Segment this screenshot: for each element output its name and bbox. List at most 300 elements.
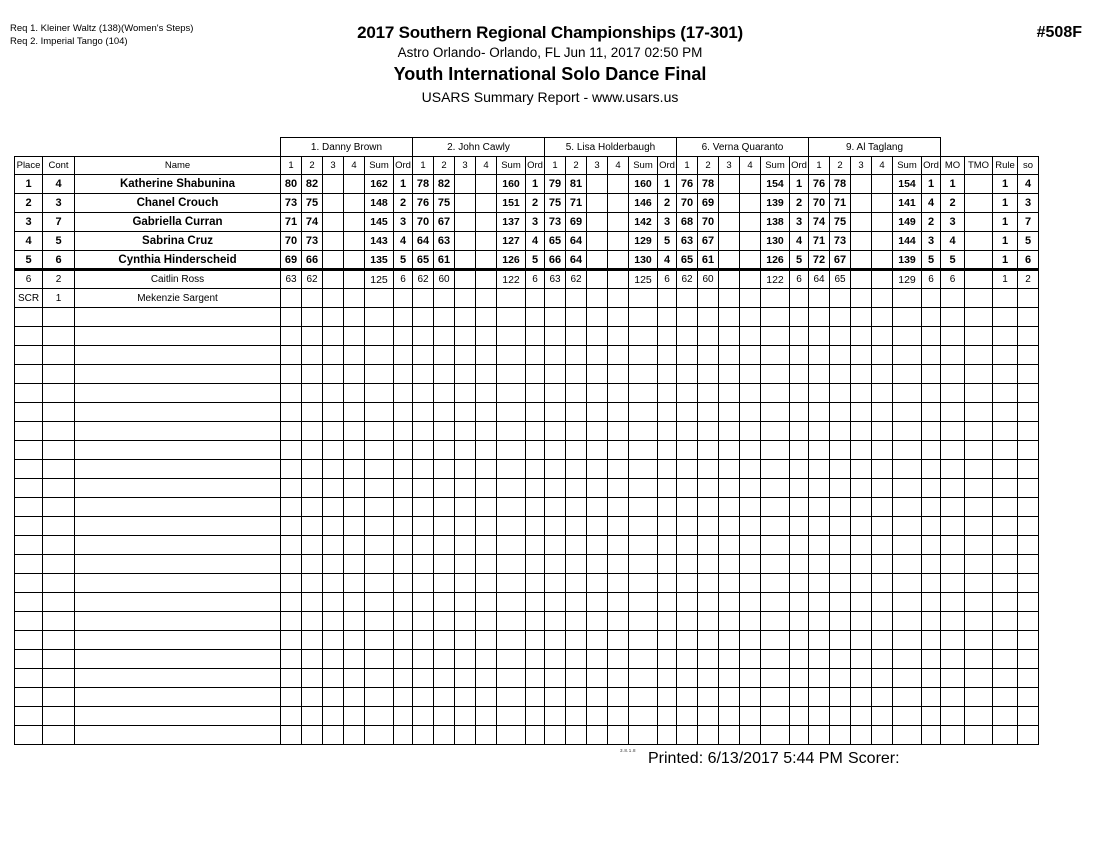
row-j3-sum [629,308,658,327]
row-cont [43,327,75,346]
table-row[interactable] [15,251,1039,270]
row-place: 2 [15,194,43,213]
row-j4-ord [790,517,809,536]
row-j2-ord [526,289,545,308]
row-j1-score-3 [323,308,344,327]
table-row-blank[interactable] [15,327,1039,346]
row-j5-score-2 [830,327,851,346]
row-j2-ord: 4 [526,232,545,251]
row-mo [941,498,965,517]
row-j4-score-4 [740,270,761,289]
row-j4-score-4 [740,308,761,327]
row-j2-score-4 [476,384,497,403]
row-j4-ord [790,631,809,650]
row-j4-score-4 [740,346,761,365]
row-place: 3 [15,213,43,232]
row-j2-score-1: 65 [413,251,434,270]
row-j5-ord [922,669,941,688]
row-j2-score-4 [476,251,497,270]
row-j5-score-2 [830,612,851,631]
row-j4-score-4 [740,536,761,555]
row-j1-score-4 [344,669,365,688]
row-j3-score-3 [587,593,608,612]
row-j4-score-1 [677,460,698,479]
table-row-blank[interactable] [15,384,1039,403]
row-j4-sum: 154 [761,175,790,194]
row-j4-score-2: 60 [698,270,719,289]
table-row-blank[interactable] [15,726,1039,745]
row-j2-score-4 [476,422,497,441]
row-so [1018,707,1039,726]
row-tmo [965,365,993,384]
row-j2-score-3 [455,327,476,346]
row-tmo [965,213,993,232]
row-j2-score-2 [434,612,455,631]
table-row-blank[interactable] [15,498,1039,517]
row-j3-score-4 [608,555,629,574]
row-place [15,612,43,631]
row-j3-score-2: 64 [566,251,587,270]
row-j3-score-3 [587,517,608,536]
column-header-j3-score-1: 1 [545,157,566,175]
row-mo [941,422,965,441]
column-header-j3-score-2: 2 [566,157,587,175]
row-j2-ord [526,574,545,593]
row-j1-sum [365,631,394,650]
row-j1-score-3 [323,593,344,612]
row-j1-ord [394,669,413,688]
row-j2-score-1 [413,555,434,574]
table-row-blank[interactable] [15,612,1039,631]
table-row[interactable] [15,175,1039,194]
row-j2-score-3 [455,612,476,631]
row-j3-score-4 [608,631,629,650]
row-j1-ord: 2 [394,194,413,213]
table-row[interactable] [15,289,1039,308]
row-j3-sum [629,403,658,422]
table-row[interactable] [15,232,1039,251]
row-j2-sum [497,422,526,441]
row-j5-score-4 [872,289,893,308]
row-j5-score-3 [851,403,872,422]
row-j3-score-3 [587,669,608,688]
row-j4-sum [761,384,790,403]
row-j1-score-4 [344,631,365,650]
row-mo [941,593,965,612]
row-j3-score-4 [608,403,629,422]
row-j5-sum [893,365,922,384]
table-row-blank[interactable] [15,308,1039,327]
row-j2-sum: 127 [497,232,526,251]
row-j5-score-1 [809,460,830,479]
row-place [15,726,43,745]
row-j2-score-2 [434,669,455,688]
table-row-blank[interactable] [15,555,1039,574]
row-j3-score-2 [566,308,587,327]
row-j5-score-2 [830,726,851,745]
row-rule [993,612,1018,631]
row-tmo [965,422,993,441]
row-j2-sum: 137 [497,213,526,232]
row-j2-sum [497,498,526,517]
row-j4-score-3 [719,593,740,612]
row-j2-score-1 [413,384,434,403]
row-j1-score-2 [302,365,323,384]
row-j4-score-3 [719,688,740,707]
row-j3-ord [658,441,677,460]
row-j4-ord [790,555,809,574]
row-j2-score-4 [476,308,497,327]
row-j3-ord: 4 [658,251,677,270]
row-j1-sum: 145 [365,213,394,232]
row-j4-sum [761,574,790,593]
row-j1-ord [394,460,413,479]
row-j4-score-1 [677,346,698,365]
row-j2-sum [497,308,526,327]
judge-band-spacer-right-2 [993,138,1018,157]
row-cont: 5 [43,232,75,251]
row-j5-score-1 [809,650,830,669]
row-j3-ord [658,726,677,745]
row-j4-score-3 [719,498,740,517]
row-rule [993,574,1018,593]
row-cont [43,422,75,441]
row-j4-sum: 122 [761,270,790,289]
row-j3-score-3 [587,612,608,631]
row-j4-score-4 [740,650,761,669]
row-j1-sum: 148 [365,194,394,213]
row-mo [941,612,965,631]
row-j4-score-2 [698,669,719,688]
row-j2-score-1 [413,517,434,536]
row-j3-score-2: 71 [566,194,587,213]
row-rule [993,593,1018,612]
row-j4-score-1 [677,688,698,707]
row-j4-score-2 [698,574,719,593]
table-row[interactable] [15,213,1039,232]
row-j1-score-4 [344,194,365,213]
row-cont [43,346,75,365]
row-place [15,517,43,536]
row-j4-score-4 [740,726,761,745]
row-j4-score-2 [698,536,719,555]
row-j2-score-1 [413,631,434,650]
row-rule [993,707,1018,726]
row-j1-score-3 [323,213,344,232]
row-j5-ord [922,346,941,365]
row-j2-score-2 [434,327,455,346]
row-j3-ord [658,688,677,707]
row-j3-score-2 [566,650,587,669]
table-row-blank[interactable] [15,650,1039,669]
row-j1-sum: 135 [365,251,394,270]
row-j5-score-2 [830,498,851,517]
row-j5-score-1 [809,517,830,536]
row-j4-score-3 [719,327,740,346]
row-j3-score-1 [545,631,566,650]
row-j3-score-4 [608,384,629,403]
row-j1-score-2 [302,707,323,726]
table-row-blank[interactable] [15,593,1039,612]
row-j5-sum [893,460,922,479]
row-j4-score-4 [740,707,761,726]
row-j2-score-2 [434,593,455,612]
column-header-j1-score-1: 1 [281,157,302,175]
row-j2-ord [526,327,545,346]
table-row[interactable] [15,194,1039,213]
table-row-blank[interactable] [15,346,1039,365]
row-j5-sum [893,422,922,441]
row-j4-sum: 126 [761,251,790,270]
row-j1-score-1 [281,555,302,574]
row-j2-score-4 [476,403,497,422]
row-j2-score-2 [434,555,455,574]
row-j5-ord [922,612,941,631]
row-j1-score-1: 71 [281,213,302,232]
row-j3-score-4 [608,175,629,194]
row-cont [43,707,75,726]
row-tmo [965,498,993,517]
row-mo [941,536,965,555]
row-j5-sum [893,612,922,631]
row-so: 2 [1018,270,1039,289]
row-j5-ord: 4 [922,194,941,213]
row-j4-ord [790,726,809,745]
row-j4-score-4 [740,593,761,612]
row-j3-ord [658,707,677,726]
row-j5-score-2 [830,460,851,479]
row-j5-score-3 [851,498,872,517]
row-j5-sum [893,479,922,498]
row-j5-score-3 [851,517,872,536]
row-place: SCR [15,289,43,308]
row-j3-score-1 [545,517,566,536]
row-mo [941,688,965,707]
row-j5-score-4 [872,593,893,612]
row-j2-score-1 [413,460,434,479]
row-j3-ord [658,479,677,498]
row-rule: 1 [993,194,1018,213]
row-j1-ord [394,612,413,631]
row-j3-score-1 [545,707,566,726]
table-row-blank[interactable] [15,479,1039,498]
row-j2-score-2: 61 [434,251,455,270]
row-j2-score-4 [476,555,497,574]
row-j2-score-3 [455,593,476,612]
row-j1-score-1 [281,688,302,707]
row-j2-ord: 2 [526,194,545,213]
row-j4-score-3 [719,479,740,498]
row-j4-score-1: 70 [677,194,698,213]
row-j2-score-1: 64 [413,232,434,251]
row-j5-ord [922,650,941,669]
table-row-blank[interactable] [15,441,1039,460]
row-j5-ord [922,460,941,479]
row-name [75,726,281,745]
row-j2-ord [526,726,545,745]
row-j4-score-3 [719,346,740,365]
row-j4-score-2 [698,479,719,498]
row-j4-score-3 [719,650,740,669]
row-mo [941,650,965,669]
row-j1-ord [394,593,413,612]
row-j1-ord [394,327,413,346]
title-block [160,22,940,107]
row-so [1018,384,1039,403]
row-j1-score-2 [302,574,323,593]
row-j4-score-4 [740,574,761,593]
requirement-1: Req 1. Kleiner Waltz (138)(Women's Steps) [10,23,194,34]
column-header-j2-sum: Sum [497,157,526,175]
row-j2-score-1 [413,422,434,441]
table-row-blank[interactable] [15,536,1039,555]
column-header-rule: Rule [993,157,1018,175]
row-rule: 1 [993,213,1018,232]
row-j1-score-4 [344,593,365,612]
row-j3-sum [629,517,658,536]
column-header-mo: MO [941,157,965,175]
column-header-row [15,157,1039,175]
row-j5-score-3 [851,631,872,650]
row-j4-ord [790,441,809,460]
row-cont [43,479,75,498]
row-so [1018,289,1039,308]
row-j2-score-1 [413,327,434,346]
row-j4-score-4 [740,365,761,384]
row-so [1018,498,1039,517]
row-j1-score-2 [302,441,323,460]
row-j3-sum: 129 [629,232,658,251]
column-header-j5-sum: Sum [893,157,922,175]
row-j3-score-3 [587,460,608,479]
row-j1-score-2 [302,650,323,669]
row-j3-score-4 [608,327,629,346]
row-j4-sum: 130 [761,232,790,251]
row-so: 4 [1018,175,1039,194]
row-j3-score-3 [587,631,608,650]
row-name [75,346,281,365]
row-j1-score-1 [281,422,302,441]
row-j2-score-3 [455,460,476,479]
row-j5-score-3 [851,574,872,593]
row-j1-score-2 [302,308,323,327]
row-j5-score-2 [830,555,851,574]
table-row-blank[interactable] [15,631,1039,650]
row-j4-score-3 [719,612,740,631]
table-row-blank[interactable] [15,517,1039,536]
row-j5-score-1 [809,289,830,308]
row-j2-score-2 [434,707,455,726]
row-j2-score-4 [476,707,497,726]
row-j2-score-1: 78 [413,175,434,194]
row-j5-score-4 [872,327,893,346]
row-j2-score-2 [434,498,455,517]
row-j3-score-3 [587,441,608,460]
row-j5-score-1 [809,308,830,327]
row-j3-score-3 [587,289,608,308]
row-j2-score-1 [413,308,434,327]
row-j2-ord [526,536,545,555]
row-j5-sum [893,327,922,346]
row-j4-sum [761,536,790,555]
row-j5-ord [922,384,941,403]
row-name [75,479,281,498]
row-j5-score-3 [851,707,872,726]
row-j1-score-4 [344,403,365,422]
row-so [1018,517,1039,536]
table-row-blank[interactable] [15,403,1039,422]
row-tmo [965,175,993,194]
row-name [75,422,281,441]
row-j1-score-4 [344,213,365,232]
row-j4-ord [790,460,809,479]
row-place [15,460,43,479]
row-j1-score-3 [323,574,344,593]
row-place [15,555,43,574]
row-j1-score-2: 74 [302,213,323,232]
table-row-blank[interactable] [15,574,1039,593]
table-row[interactable] [15,270,1039,289]
row-j5-score-2: 75 [830,213,851,232]
row-j3-score-2 [566,498,587,517]
row-j1-score-3 [323,498,344,517]
row-j4-score-2 [698,631,719,650]
row-j1-score-3 [323,536,344,555]
row-j3-sum [629,289,658,308]
row-j2-ord: 1 [526,175,545,194]
row-j4-sum [761,517,790,536]
row-j2-sum [497,365,526,384]
row-j4-score-2: 67 [698,232,719,251]
table-row-blank[interactable] [15,688,1039,707]
row-rule: 1 [993,251,1018,270]
row-j4-sum [761,327,790,346]
table-row-blank[interactable] [15,422,1039,441]
row-place [15,403,43,422]
row-j4-ord: 1 [790,175,809,194]
table-row-blank[interactable] [15,460,1039,479]
table-row-blank[interactable] [15,707,1039,726]
row-j2-score-3 [455,422,476,441]
row-j4-sum [761,346,790,365]
row-j4-score-3 [719,574,740,593]
row-j5-ord [922,327,941,346]
row-j4-score-1 [677,631,698,650]
table-row-blank[interactable] [15,669,1039,688]
row-so [1018,422,1039,441]
row-j3-score-4 [608,593,629,612]
row-j2-score-2: 75 [434,194,455,213]
row-j3-ord [658,612,677,631]
row-rule [993,289,1018,308]
column-header-j1-score-4: 4 [344,157,365,175]
row-j4-ord: 3 [790,213,809,232]
row-rule [993,327,1018,346]
table-row-blank[interactable] [15,365,1039,384]
row-cont [43,460,75,479]
row-j1-score-2 [302,289,323,308]
row-j4-score-1: 65 [677,251,698,270]
row-cont [43,365,75,384]
row-j2-score-3 [455,175,476,194]
row-j2-score-3 [455,555,476,574]
row-j5-score-2: 65 [830,270,851,289]
row-j5-score-1 [809,441,830,460]
row-j3-sum [629,688,658,707]
row-cont: 6 [43,251,75,270]
row-j5-ord [922,593,941,612]
column-header-j2-score-3: 3 [455,157,476,175]
